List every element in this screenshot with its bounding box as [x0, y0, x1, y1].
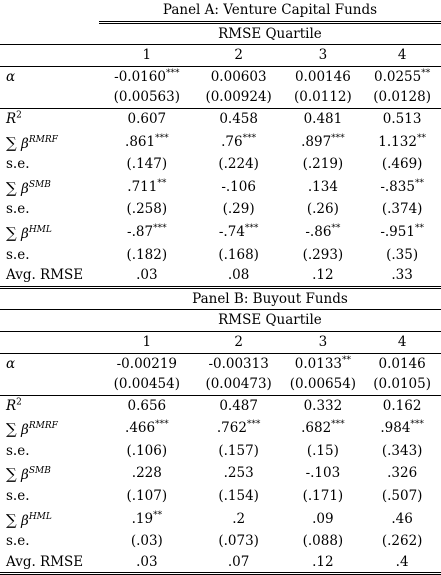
table-cell: -.86** — [305, 223, 341, 240]
table-cell: .228 — [131, 465, 162, 482]
table-cell: .466*** — [125, 419, 169, 437]
table-cell: .134 — [307, 178, 338, 195]
table-cell: (.073) — [218, 533, 259, 550]
table-cell: 0.00603 — [210, 68, 267, 85]
row-label-avg-rmse: Avg. RMSE — [6, 553, 84, 570]
table-cell: 0.0146 — [378, 355, 426, 372]
table-cell: 1.132** — [378, 133, 426, 150]
table-cell: .12 — [312, 267, 334, 284]
panel-a-subheader-row — [0, 22, 441, 45]
table-cell: (0.00454) — [113, 376, 180, 393]
row-label-se: s.e. — [6, 533, 30, 550]
row-label-beta-rmrf: ∑ $\beta^{RMRF}$ — [6, 133, 58, 152]
table-cell: (.293) — [302, 246, 344, 263]
row-label-se: s.e. — [6, 442, 30, 459]
table-row — [0, 130, 441, 155]
table-cell: .984*** — [380, 419, 424, 437]
table-cell: .33 — [391, 267, 413, 284]
table-cell: (0.0112) — [294, 89, 352, 106]
table-cell: -.74*** — [218, 223, 259, 240]
table-cell: .861*** — [125, 133, 169, 150]
table-cell: .4 — [395, 553, 409, 570]
table-cell: 0.513 — [382, 110, 422, 127]
table-cell: .2 — [232, 510, 246, 527]
table-cell: 0.0133** — [294, 355, 352, 372]
column-header: 4 — [397, 333, 407, 350]
table-cell: (.182) — [126, 246, 168, 263]
table-row — [0, 87, 441, 108]
row-label-beta-hml: ∑ $\beta^{HML}$ — [6, 510, 52, 529]
table-cell: 0.656 — [127, 397, 167, 414]
table-cell: (.35) — [386, 246, 419, 263]
row-label-alpha: α — [6, 355, 16, 372]
row-label-beta-smb: ∑ $\beta^{SMB}$ — [6, 465, 51, 484]
table-row — [0, 175, 441, 200]
table-row — [0, 416, 441, 441]
table-cell: .897*** — [301, 133, 345, 150]
table-cell: .03 — [136, 267, 158, 284]
table-cell: (.168) — [218, 246, 259, 263]
table-row — [0, 154, 441, 175]
panel-a-subheader: RMSE Quartile — [218, 25, 322, 42]
panel-a-title: Panel A: Venture Capital Funds — [99, 0, 441, 22]
row-label-r2: $R^2$ — [6, 397, 22, 414]
table-cell: .03 — [136, 553, 158, 570]
row-label-alpha: α — [6, 68, 16, 85]
table-cell: (.262) — [381, 533, 423, 550]
table-cell: (.29) — [222, 201, 255, 218]
table-cell: (.224) — [218, 156, 259, 173]
table-row — [0, 66, 441, 87]
panel-b-title: Panel B: Buyout Funds — [192, 290, 348, 307]
table-cell: .326 — [387, 465, 418, 482]
row-label-beta-hml: ∑ $\beta^{HML}$ — [6, 223, 52, 242]
table-cell: (.26) — [306, 201, 339, 218]
row-label-avg-rmse: Avg. RMSE — [6, 267, 84, 284]
column-header: 4 — [397, 47, 407, 64]
table-cell: (.258) — [126, 201, 168, 218]
column-header: 2 — [234, 47, 243, 64]
table-cell: 0.487 — [219, 397, 258, 414]
table-row — [0, 374, 441, 395]
table-cell: (.147) — [126, 156, 168, 173]
table-cell: 0.332 — [303, 397, 343, 414]
row-label-r2: $R^2$ — [6, 110, 22, 127]
table-cell: (.219) — [302, 156, 344, 173]
table-cell: -0.00219 — [116, 355, 178, 372]
table-cell: (0.00473) — [205, 376, 272, 393]
table-cell: -.87*** — [127, 223, 167, 240]
table-row — [0, 552, 441, 574]
table-row — [0, 486, 441, 507]
table-row — [0, 199, 441, 220]
row-label-se: s.e. — [6, 201, 30, 218]
table-cell: .762*** — [216, 419, 261, 437]
table-cell: (0.00654) — [289, 376, 357, 393]
table-cell: (0.0105) — [373, 376, 432, 393]
row-label-se: s.e. — [6, 246, 30, 263]
table-cell: (0.00924) — [205, 89, 272, 106]
table-cell: 0.00146 — [294, 68, 351, 85]
table-cell: -0.00313 — [208, 355, 269, 372]
row-label-beta-smb: ∑ $\beta^{SMB}$ — [6, 178, 51, 197]
table-cell: (.469) — [381, 156, 423, 173]
table-row — [0, 395, 441, 416]
table-cell: .682*** — [301, 419, 345, 437]
column-header: 1 — [142, 333, 152, 350]
table-cell: (.157) — [218, 442, 259, 459]
row-label-beta-rmrf: ∑ $\beta^{RMRF}$ — [6, 420, 58, 439]
panel-a-title-row — [0, 0, 441, 22]
table-cell: (.343) — [381, 442, 423, 459]
table-cell: .711** — [127, 178, 167, 195]
table-row — [0, 353, 441, 374]
table-cell: (.088) — [302, 533, 344, 550]
table-cell: -.835** — [380, 178, 424, 195]
column-header: 3 — [318, 333, 328, 350]
column-header: 2 — [234, 333, 243, 350]
table-cell: (.507) — [381, 488, 423, 505]
column-header: 3 — [318, 47, 328, 64]
table-cell: .19** — [131, 510, 163, 527]
table-cell: 0.162 — [382, 397, 422, 414]
panel-b-column-header-row — [0, 331, 441, 353]
table-cell: (0.00563) — [113, 89, 180, 106]
table-row — [0, 507, 441, 532]
panel-a-column-header-row — [0, 45, 441, 67]
table-cell: -0.0160*** — [114, 68, 180, 85]
table-cell: (.107) — [126, 488, 168, 505]
table-cell: .08 — [227, 267, 250, 284]
table-cell: -.103 — [305, 465, 341, 482]
table-cell: .12 — [312, 553, 334, 570]
table-cell: (0.0128) — [373, 89, 432, 106]
row-label-se: s.e. — [6, 488, 30, 505]
table-cell: .76*** — [221, 133, 257, 150]
table-row — [0, 220, 441, 245]
panel-b-title-row — [0, 287, 441, 310]
row-label-se: s.e. — [6, 156, 30, 173]
table-cell: (.154) — [218, 488, 259, 505]
table-cell: 0.0255** — [374, 68, 431, 85]
table-cell: (.171) — [302, 488, 344, 505]
table-row — [0, 108, 441, 129]
table-cell: .07 — [227, 553, 250, 570]
table-cell: 0.607 — [127, 110, 167, 127]
table-cell: (.374) — [381, 201, 423, 218]
table-cell: 0.458 — [219, 110, 258, 127]
table-cell: (.106) — [126, 442, 168, 459]
table-cell: (.15) — [306, 442, 339, 459]
table-row — [0, 461, 441, 486]
table-cell: .09 — [312, 510, 334, 527]
table-cell: -.106 — [221, 178, 256, 195]
table-row — [0, 245, 441, 266]
panel-b-subheader-row — [0, 310, 441, 332]
table-cell: .253 — [223, 465, 254, 482]
table-cell: (.03) — [130, 533, 163, 550]
table-cell: 0.481 — [303, 110, 343, 127]
table-row — [0, 441, 441, 462]
panel-b-subheader: RMSE Quartile — [218, 312, 322, 329]
column-header: 1 — [142, 47, 152, 64]
table-cell: .46 — [391, 510, 413, 527]
table-row — [0, 265, 441, 287]
table-cell: -.951** — [380, 223, 424, 240]
